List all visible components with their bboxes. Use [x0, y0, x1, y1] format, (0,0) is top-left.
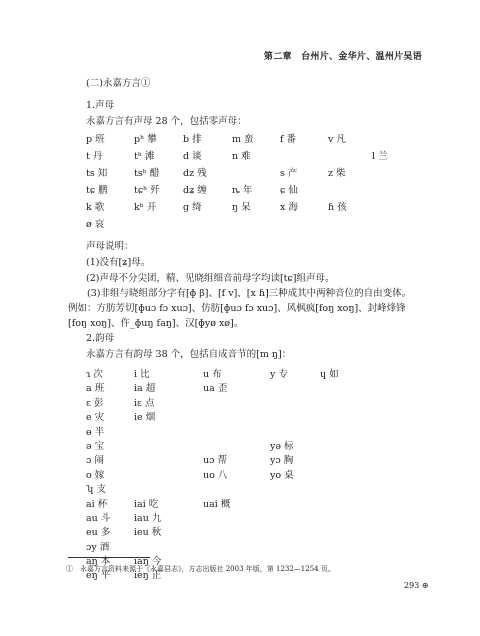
ipa-symbol: iau	[134, 512, 149, 524]
finals-cell	[86, 395, 103, 409]
example-character: 班	[91, 383, 105, 395]
ipa-symbol: pʰ	[134, 134, 145, 145]
example-character: 番	[283, 134, 297, 145]
example-character: 凡	[333, 134, 346, 145]
example-character: 丹	[89, 151, 103, 162]
finals-cell	[86, 452, 104, 466]
footnote-rule	[68, 557, 150, 558]
example-character: 酒	[96, 541, 110, 553]
ipa-symbol: s	[280, 168, 285, 179]
ipa-symbol: ȵ	[232, 185, 240, 196]
initials-cell	[280, 199, 298, 213]
ipa-symbol: m	[232, 134, 242, 145]
ipa-symbol: yə	[270, 440, 281, 452]
example-character: 点	[141, 397, 155, 409]
example-character: 绮	[189, 202, 202, 213]
example-character: 年	[239, 185, 253, 196]
initials-cell	[134, 148, 154, 162]
example-character: 灾	[91, 412, 105, 424]
example-character: 缠	[194, 185, 207, 196]
example-character: 哀	[91, 219, 105, 230]
example-character: 歌	[91, 202, 105, 213]
initials-cell	[183, 199, 202, 213]
ipa-symbol: au	[86, 512, 98, 524]
finals-cell	[270, 438, 294, 452]
ipa-symbol: kʰ	[134, 202, 144, 213]
finals-cell	[86, 496, 107, 510]
example-character: 如	[326, 369, 339, 380]
ipa-symbol: ɔ	[86, 455, 92, 467]
initials-cell	[280, 165, 297, 179]
example-character: 斗	[97, 512, 111, 524]
finals-cell	[134, 496, 158, 510]
initials-cell	[86, 165, 107, 179]
finals-cell	[134, 380, 155, 394]
ipa-symbol: f	[280, 134, 284, 145]
example-character: 平	[97, 570, 111, 582]
ipa-symbol: eu	[86, 527, 98, 539]
ipa-symbol: n	[232, 151, 239, 162]
ipa-symbol: ø	[86, 219, 92, 230]
ipa-symbol: ɥ	[320, 369, 327, 380]
example-character: 半	[91, 426, 105, 438]
ipa-symbol: ɔy	[86, 541, 97, 553]
finals-cell	[134, 510, 161, 524]
initials-cell	[134, 182, 160, 196]
example-character: 彭	[90, 397, 104, 409]
example-character: 海	[285, 202, 298, 213]
example-character: 八	[214, 469, 228, 481]
example-character: 谈	[189, 151, 202, 162]
initials-cell	[86, 199, 104, 213]
ipa-symbol: dz	[183, 168, 195, 179]
initials-cell	[280, 182, 298, 196]
ipa-symbol: ua	[203, 383, 215, 395]
ipa-symbol: iɛ	[134, 397, 142, 409]
example-character: 歼	[147, 185, 160, 196]
example-character: 鹏	[95, 185, 108, 196]
ipa-symbol: yɔ	[270, 455, 281, 467]
running-header: 第二章 台州片、金华片、温州片吴语	[263, 52, 422, 62]
ipa-symbol: i	[134, 369, 138, 380]
example-character: 今	[148, 556, 162, 568]
ipa-symbol: uo	[203, 469, 215, 481]
example-character: 多	[97, 527, 111, 539]
example-character: 呆	[238, 202, 251, 213]
ipa-symbol: iaŋ	[134, 556, 149, 568]
example-character: 仙	[285, 185, 298, 196]
example-character: 开	[143, 202, 157, 213]
example-character: 专	[275, 369, 288, 380]
finals-cell	[134, 409, 155, 423]
example-character: 攀	[144, 134, 157, 145]
example-character: 超	[142, 383, 156, 395]
finals-cell	[270, 452, 293, 466]
ipa-symbol: tɕ	[86, 185, 96, 196]
example-character: 支	[93, 484, 106, 496]
initials-cell	[86, 148, 102, 162]
ipa-symbol: ɿ	[86, 369, 91, 380]
finals-cell	[86, 481, 106, 495]
ipa-symbol: v	[328, 134, 334, 145]
note-1: (1)没有[ʑ]母。	[86, 257, 151, 268]
finals-intro: 永嘉方言有韵母 38 个，包括自成音节的[m ŋ]：	[86, 349, 292, 360]
ipa-symbol: k	[86, 202, 92, 213]
finals-cell	[86, 539, 109, 553]
finals-cell	[86, 524, 110, 538]
section-title: (二)永嘉方言①	[86, 78, 151, 89]
ipa-symbol: ieu	[134, 527, 149, 539]
ipa-symbol: t	[86, 151, 90, 162]
ipa-symbol: e	[86, 412, 92, 424]
example-character: 知	[94, 168, 108, 179]
ipa-symbol: b	[183, 134, 190, 145]
example-character: 桌	[281, 469, 294, 481]
ipa-symbol: ai	[86, 498, 95, 510]
finals-cell	[320, 366, 339, 380]
initials-cell	[232, 199, 251, 213]
subsection-finals-title: 2.韵母	[86, 333, 115, 344]
initials-cell	[328, 199, 347, 213]
initials-cell	[183, 131, 202, 145]
initials-intro: 永嘉方言有声母 28 个，包括零声母：	[86, 116, 247, 127]
initials-cell	[134, 131, 157, 145]
finals-cell	[203, 380, 227, 394]
finals-cell	[86, 409, 104, 423]
example-character: 歪	[214, 383, 228, 395]
finals-cell	[86, 438, 104, 452]
finals-cell	[86, 366, 103, 380]
initials-cell	[134, 165, 159, 179]
example-character: 正	[148, 570, 162, 582]
note-2: (2)声母不分尖团，精、见晓组细音前母字均读[tɕ]组声母。	[86, 273, 335, 284]
footnote: ① 永嘉方言资料来源于《永嘉县志》，方志出版社 2003 年版，第 1232—1254 页。	[66, 565, 335, 573]
initials-cell	[232, 131, 254, 145]
example-character: 嫁	[91, 469, 105, 481]
ipa-symbol: dʑ	[183, 185, 195, 196]
example-character: 兰	[375, 151, 388, 162]
note-3: (3)非组与晓组部分字有[ɸ β]、[f v]、[x ɦ]三种成其中两种音位的自由变体。例如：方肪芳切[ɸuɔ fɔ xuɔ]、仿肪[ɸuɔ fɔ xuɔ]、风枫疯[foŋ xoŋ]、封峰烽锋[foŋ xoŋ]、仵_ɸuŋ faŋ]、汉[ɸyø xø]。	[68, 288, 412, 329]
finals-cell	[86, 380, 104, 394]
ipa-symbol: d	[183, 151, 190, 162]
initials-cell	[86, 131, 105, 145]
initials-cell	[183, 165, 207, 179]
ipa-symbol: yo	[270, 469, 282, 481]
finals-cell	[134, 395, 155, 409]
subsection-initials-title: 1.声母	[86, 100, 115, 111]
ipa-symbol: aŋ	[86, 556, 98, 568]
ipa-symbol: ɛ	[86, 397, 91, 409]
initials-cell	[328, 165, 346, 179]
example-character: 醋	[146, 168, 160, 179]
example-character: 布	[209, 369, 222, 380]
initials-cell	[328, 131, 346, 145]
ipa-symbol: uai	[203, 498, 218, 510]
example-character: 概	[217, 498, 231, 510]
initials-cell	[86, 182, 108, 196]
ipa-symbol: ə	[86, 440, 92, 452]
ipa-symbol: ŋ	[232, 202, 239, 213]
finals-cell	[86, 510, 110, 524]
finals-cell	[134, 524, 161, 538]
ipa-symbol: ieŋ	[134, 570, 149, 582]
example-character: 本	[97, 556, 111, 568]
example-character: 帮	[214, 455, 227, 467]
example-character: 宝	[91, 440, 105, 452]
example-character: 胸	[280, 455, 294, 467]
initials-cell	[183, 182, 207, 196]
ipa-symbol: y	[270, 369, 276, 380]
example-character: 班	[92, 134, 105, 145]
example-character: 排	[189, 134, 202, 145]
notes-title: 声母说明：	[86, 241, 134, 252]
example-character: 标	[281, 440, 294, 452]
ipa-symbol: l	[372, 151, 376, 162]
example-character: 九	[148, 512, 162, 524]
example-character: 秋	[148, 527, 162, 539]
initials-cell	[183, 148, 202, 162]
finals-cell	[270, 467, 294, 481]
example-character: 产	[284, 168, 298, 179]
finals-cell	[203, 452, 227, 466]
example-character: 杯	[94, 498, 108, 510]
ipa-symbol: tɕʰ	[134, 185, 148, 196]
example-character: 比	[137, 369, 150, 380]
finals-cell	[134, 366, 150, 380]
ipa-symbol: iai	[134, 498, 146, 510]
ipa-symbol: tsʰ	[134, 168, 147, 179]
ipa-symbol: ʮ	[86, 484, 94, 496]
finals-cell	[203, 467, 227, 481]
ipa-symbol: tʰ	[134, 151, 142, 162]
example-character: 烟	[142, 412, 156, 424]
ipa-symbol: ɦ	[328, 202, 335, 213]
finals-cell	[86, 467, 104, 481]
example-character: 柴	[333, 168, 346, 179]
finals-cell	[86, 424, 104, 438]
finals-cell	[203, 496, 230, 510]
ipa-symbol: o	[86, 469, 92, 481]
example-character: 闹	[91, 455, 104, 467]
ipa-symbol: a	[86, 383, 92, 395]
finals-cell	[203, 366, 222, 380]
example-character: 滩	[141, 151, 155, 162]
page-number: 293 ⊕	[404, 581, 429, 590]
ipa-symbol: g	[183, 202, 190, 213]
example-character: 吃	[145, 498, 159, 510]
ipa-symbol: ts	[86, 168, 95, 179]
initials-cell	[86, 216, 104, 230]
initials-cell	[280, 131, 296, 145]
initials-cell	[232, 148, 251, 162]
ipa-symbol: x	[280, 202, 286, 213]
initials-cell	[134, 199, 156, 213]
example-character: 次	[90, 369, 103, 380]
ipa-symbol: uɔ	[203, 455, 215, 467]
finals-cell	[270, 366, 288, 380]
example-character: 蛮	[241, 134, 254, 145]
initials-cell	[372, 148, 388, 162]
example-character: 残	[194, 168, 207, 179]
ipa-symbol: ie	[134, 412, 143, 424]
ipa-symbol: ɕ	[280, 185, 286, 196]
initials-cell	[232, 182, 252, 196]
example-character: 难	[238, 151, 251, 162]
ipa-symbol: p	[86, 134, 93, 145]
ipa-symbol: ia	[134, 383, 143, 395]
ipa-symbol: u	[203, 369, 210, 380]
ipa-symbol: z	[328, 168, 334, 179]
ipa-symbol: eŋ	[86, 570, 98, 582]
example-character: 孩	[334, 202, 347, 213]
ipa-symbol: ɵ	[86, 426, 92, 438]
